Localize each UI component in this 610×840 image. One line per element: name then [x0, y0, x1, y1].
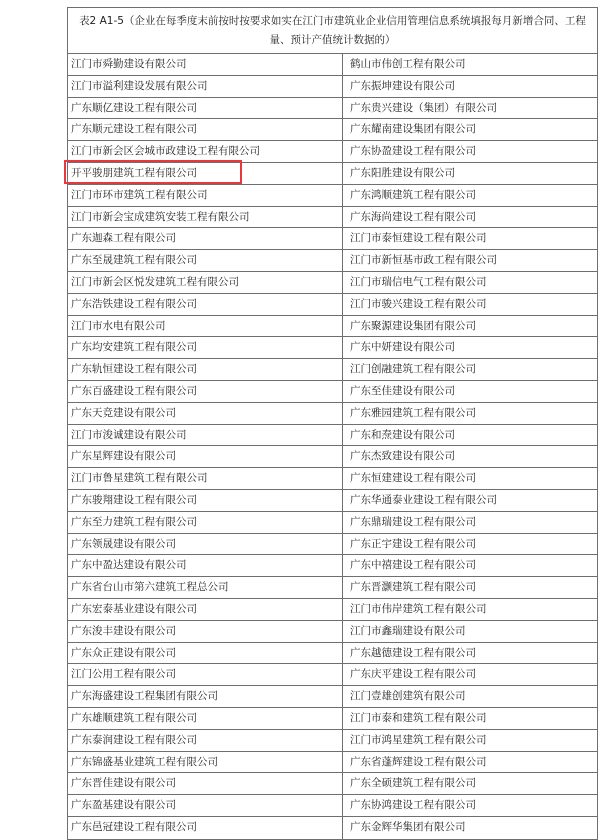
company-name-right: 广东海尚建设工程有限公司 — [350, 210, 476, 223]
company-name-left: 广东百盛建设工程有限公司 — [68, 381, 343, 402]
company-name-left: 广东骏翔建设工程有限公司 — [68, 490, 343, 511]
table-row — [68, 468, 597, 490]
company-name-left: 广东顺亿建设工程有限公司 — [68, 98, 343, 119]
table-row — [68, 664, 597, 686]
company-name-left: 广东领晟建设有限公司 — [68, 534, 343, 555]
table-row — [68, 773, 597, 795]
table-caption: 表2 A1-5（企业在每季度末前按时按要求如实在江门市建筑业企业信用管理信息系统填报每月新增合同、工程量、预计产值统计数据的） — [68, 8, 597, 54]
company-name-right: 广东耀南建设集团有限公司 — [350, 123, 476, 136]
company-name-right: 广东鸿顺建筑工程有限公司 — [350, 188, 476, 201]
table-row — [68, 555, 597, 577]
company-name-right: 广东全硕建筑工程有限公司 — [350, 777, 476, 790]
company-name-left: 江门市鲁星建筑工程有限公司 — [68, 468, 343, 489]
company-name-left: 广东晋佳建设有限公司 — [68, 773, 343, 794]
table-row — [68, 403, 597, 425]
table-row — [68, 708, 597, 730]
table-row — [68, 599, 597, 621]
table-row — [68, 425, 597, 447]
company-name-right: 广东至佳建设有限公司 — [350, 384, 455, 397]
company-name-left: 江门公用工程有限公司 — [68, 664, 343, 685]
company-name-left: 广东雄顺建筑工程有限公司 — [68, 708, 343, 729]
company-name-left: 广东均安建筑工程有限公司 — [68, 337, 343, 358]
table-row — [68, 141, 597, 163]
company-name-right: 江门市伟岸建筑工程有限公司 — [350, 602, 487, 615]
table-row — [68, 294, 597, 316]
company-name-right: 江门市鸿星建筑工程有限公司 — [350, 733, 487, 746]
table-row — [68, 272, 597, 294]
table-row — [68, 76, 597, 98]
company-name-left: 广东海盛建设工程集团有限公司 — [68, 686, 343, 707]
company-name-left: 广东中盈达建设有限公司 — [68, 555, 343, 576]
company-name-right: 江门市瑞信电气工程有限公司 — [350, 275, 487, 288]
company-name-left: 江门市浚诚建设有限公司 — [68, 425, 343, 446]
table-row — [68, 359, 597, 381]
company-name-right: 广东华通泰业建设工程有限公司 — [350, 493, 497, 506]
company-name-right: 广东振坤建设有限公司 — [350, 79, 455, 92]
company-name-right: 广东贵兴建设（集团）有限公司 — [350, 101, 497, 114]
table-row — [68, 250, 597, 272]
table-row — [68, 643, 597, 665]
table-row — [68, 577, 597, 599]
company-name-left: 广东迦森工程有限公司 — [68, 228, 343, 249]
company-name-left: 广东顺元建设工程有限公司 — [68, 119, 343, 140]
company-name-left: 广东浩铁建设工程有限公司 — [68, 294, 343, 315]
company-name-left: 广东星辉建设有限公司 — [68, 446, 343, 467]
company-name-right: 江门创融建筑工程有限公司 — [350, 363, 476, 376]
company-name-right: 广东庆平建设工程有限公司 — [350, 668, 476, 681]
company-name-right: 江门市骏兴建设工程有限公司 — [350, 297, 487, 310]
company-name-left: 广东轨恒建设工程有限公司 — [68, 359, 343, 380]
table-row — [68, 163, 597, 185]
company-name-right: 广东鼎瑞建设工程有限公司 — [350, 515, 476, 528]
company-name-right: 广东正宇建设工程有限公司 — [350, 537, 476, 550]
company-name-left: 广东至晟建筑工程有限公司 — [68, 250, 343, 271]
company-name-right: 广东杰致建设有限公司 — [350, 450, 455, 463]
table-row — [68, 185, 597, 207]
table-row — [68, 730, 597, 752]
company-name-right: 广东协鸿建设工程有限公司 — [350, 799, 476, 812]
table-body — [68, 54, 597, 839]
table-row — [68, 490, 597, 512]
company-name-left: 广东至力建筑工程有限公司 — [68, 512, 343, 533]
company-list-table — [67, 7, 598, 840]
company-name-left: 江门市新会区悦发建筑工程有限公司 — [68, 272, 343, 293]
company-name-right: 广东中禧建设工程有限公司 — [350, 559, 476, 572]
company-name-left: 江门市溢利建设发展有限公司 — [68, 76, 343, 97]
table-row — [68, 621, 597, 643]
table-row — [68, 446, 597, 468]
company-name-left: 广东浚丰建设有限公司 — [68, 621, 343, 642]
company-name-left: 广东天竞建设有限公司 — [68, 403, 343, 424]
company-name-right: 广东越德建设工程有限公司 — [350, 646, 476, 659]
company-name-right: 广东聚源建设集团有限公司 — [350, 319, 476, 332]
company-name-right: 广东金辉华集团有限公司 — [350, 820, 466, 833]
company-name-left: 广东锦盛基业建筑工程有限公司 — [68, 752, 343, 773]
company-name-left: 开平骏朋建筑工程有限公司 — [68, 163, 343, 184]
company-name-right: 广东协盈建设工程有限公司 — [350, 145, 476, 158]
company-name-right: 广东雅园建筑工程有限公司 — [350, 406, 476, 419]
company-name-left: 广东省台山市第六建筑工程总公司 — [68, 577, 343, 598]
company-name-right: 江门市新恒基市政工程有限公司 — [350, 254, 497, 267]
company-name-right: 广东中妍建设有限公司 — [350, 341, 455, 354]
company-name-right: 江门市泰恒建设工程有限公司 — [350, 232, 487, 245]
table-row — [68, 98, 597, 120]
company-name-right: 广东省蓬辉建设工程有限公司 — [350, 755, 487, 768]
company-name-left: 江门市舜勤建设有限公司 — [68, 54, 343, 75]
table-row — [68, 316, 597, 338]
company-name-left: 广东盈基建设有限公司 — [68, 795, 343, 816]
company-name-left: 江门市新会区会城市政建设工程有限公司 — [68, 141, 343, 162]
table-row — [68, 752, 597, 774]
company-name-right: 江门市鑫瑞建设有限公司 — [350, 624, 466, 637]
table-row — [68, 381, 597, 403]
company-name-left: 江门市环市建筑工程有限公司 — [68, 185, 343, 206]
company-name-right: 广东恒建建设工程有限公司 — [350, 472, 476, 485]
company-name-left: 广东众正建设有限公司 — [68, 643, 343, 664]
table-row — [68, 337, 597, 359]
table-row — [68, 817, 597, 839]
company-name-left: 广东泰润建设工程有限公司 — [68, 730, 343, 751]
company-name-right: 广东和焘建设有限公司 — [350, 428, 455, 441]
company-name-right: 江门市泰和建筑工程有限公司 — [350, 711, 487, 724]
company-name-right: 广东晋灏建筑工程有限公司 — [350, 581, 476, 594]
table-row — [68, 119, 597, 141]
company-name-left: 江门市新会宝成建筑安装工程有限公司 — [68, 207, 343, 228]
table-row — [68, 54, 597, 76]
company-name-left: 广东宏泰基业建设有限公司 — [68, 599, 343, 620]
table-row — [68, 207, 597, 229]
company-name-left: 江门市水电有限公司 — [68, 316, 343, 337]
company-name-right: 广东阳胜建设有限公司 — [350, 166, 455, 179]
table-row — [68, 534, 597, 556]
company-name-left: 广东邑冠建设工程有限公司 — [68, 817, 343, 839]
company-name-right: 江门壹雄创建筑有限公司 — [350, 690, 466, 703]
table-row — [68, 228, 597, 250]
table-row — [68, 686, 597, 708]
table-row — [68, 795, 597, 817]
table-row — [68, 512, 597, 534]
company-name-right: 鹤山市伟创工程有限公司 — [350, 58, 466, 70]
